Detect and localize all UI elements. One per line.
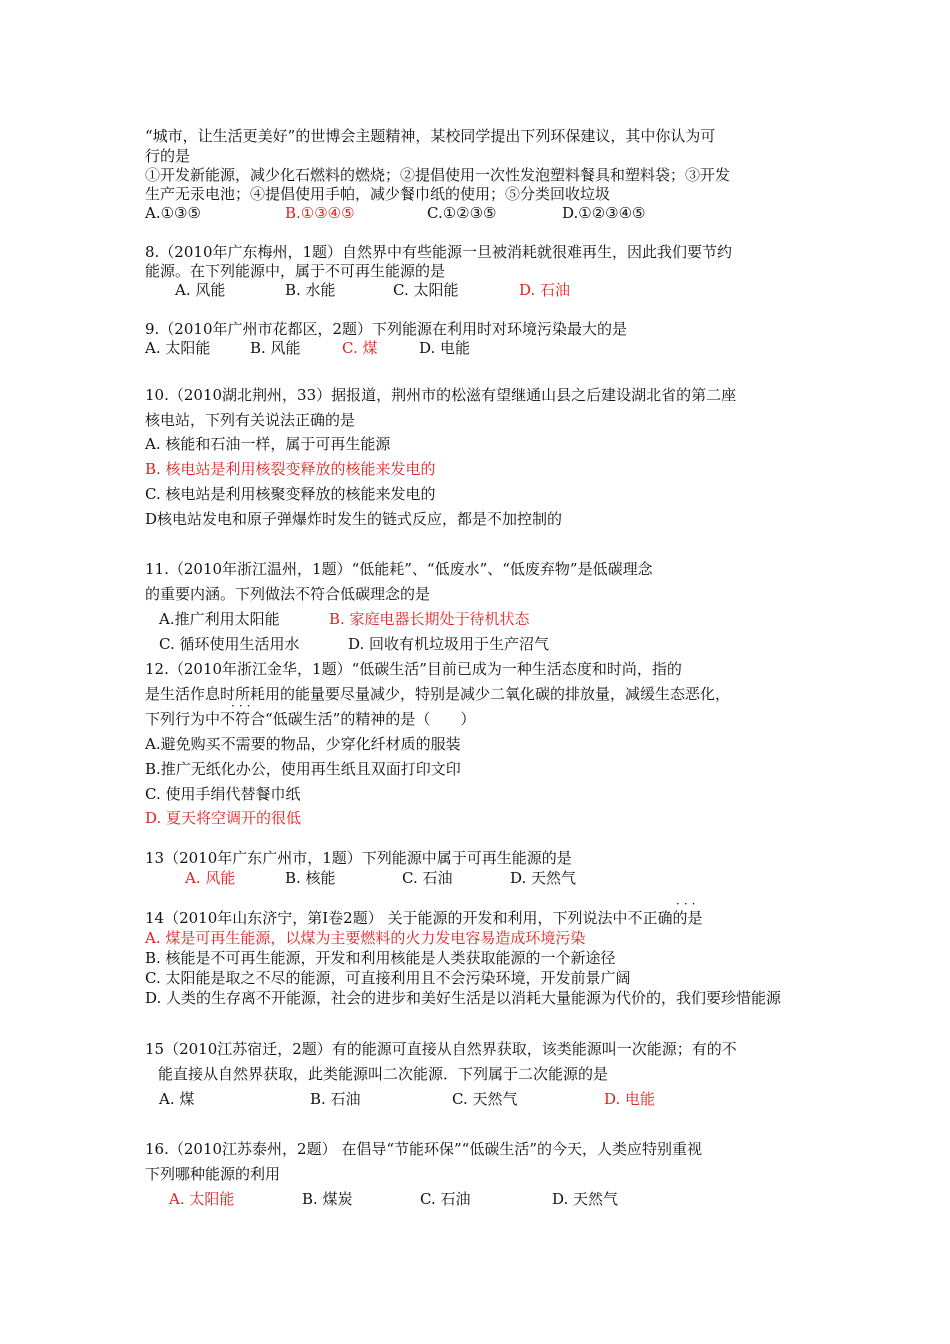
q10-line-2: 核电站，下列有关说法正确的是 [145,411,356,429]
q8-option-d: D. 石油 [519,281,571,299]
q10-option-b: B. 核电站是利用核裂变释放的核能来发电的 [145,460,436,478]
q16-option-b: B. 煤炭 [302,1190,353,1208]
q16-option-a: A. 太阳能 [169,1190,235,1208]
q14-line-1: 14（2010年山东济宁，第Ⅰ卷2题） 关于能源的开发和利用，下列说法中不正确的是 [145,909,703,927]
q10-option-a: A. 核能和石油一样，属于可再生能源 [145,435,391,453]
q11-option-c: C. 循环使用生活用水 [159,635,300,653]
q16-line-2: 下列哪种能源的利用 [145,1165,281,1183]
q10-option-d: D核电站发电和原子弹爆炸时发生的链式反应，都是不加控制的 [145,510,563,528]
q13-option-b: B. 核能 [285,869,336,887]
q12-line-2: 是生活作息时所耗用的能量要尽量减少，特别是减少二氧化碳的排放量，减缓生态恶化， [145,685,731,703]
q8-option-c: C. 太阳能 [393,281,459,299]
q14-option-b: B. 核能是不可再生能源，开发和利用核能是人类获取能源的一个新途径 [145,949,616,967]
q7-line-3: ①开发新能源，减少化石燃料的燃烧；②提倡使用一次性发泡塑料餐具和塑料袋；③开发 [145,166,731,184]
q16-line-1: 16.（2010江苏泰州，2题） 在倡导“节能环保”“低碳生活”的今天，人类应特别重视 [145,1140,703,1158]
q8-line-1: 8.（2010年广东梅州，1题）自然界中有些能源一旦被消耗就很难再生，因此我们要节约 [145,243,733,261]
q9-option-c: C. 煤 [342,339,378,357]
q12-option-a: A.避免购买不需要的物品，少穿化纤材质的服装 [145,735,461,753]
q7-option-b: B.①③④⑤ [285,204,355,222]
q14-option-c: C. 太阳能是取之不尽的能源，可直接利用且不会污染环境，开发前景广阔 [145,969,631,987]
q7-option-a: A.①③⑤ [145,204,201,222]
q12-emphasis-dots: ··· [231,699,255,713]
q9-option-d: D. 电能 [419,339,471,357]
q11-option-a: A.推广利用太阳能 [159,610,280,628]
q16-option-d: D. 天然气 [552,1190,619,1208]
q15-option-d: D. 电能 [604,1090,656,1108]
q11-line-2: 的重要内涵。下列做法不符合低碳理念的是 [145,585,431,603]
q12-option-b: B.推广无纸化办公，使用再生纸且双面打印文印 [145,760,461,778]
q15-option-a: A. 煤 [159,1090,195,1108]
q7-line-1: “城市，让生活更美好”的世博会主题精神，某校同学提出下列环保建议，其中你认为可 [145,127,716,145]
q12-line-1: 12.（2010年浙江金华，1题）“低碳生活”目前已成为一种生活态度和时尚，指的 [145,660,682,678]
q13-option-d: D. 天然气 [510,869,577,887]
q10-line-1: 10.（2010湖北荆州，33）据报道，荆州市的松滋有望继通山县之后建设湖北省的第二座 [145,386,737,404]
q14-option-d: D. 人类的生存离不开能源，社会的进步和美好生活是以消耗大量能源为代价的，我们要珍惜能源 [145,989,782,1007]
q7-option-c: C.①②③⑤ [427,204,497,222]
q13-option-c: C. 石油 [402,869,453,887]
q7-line-4: 生产无汞电池；④提倡使用手帕，减少餐巾纸的使用；⑤分类回收垃圾 [145,185,611,203]
q11-option-d: D. 回收有机垃圾用于生产沼气 [348,635,550,653]
q9-option-b: B. 风能 [250,339,301,357]
q11-line-1: 11.（2010年浙江温州，1题）“低能耗”、“低废水”、“低废弃物”是低碳理念 [145,560,653,578]
q14-emphasis-dots: ··· [676,897,700,911]
q10-option-c: C. 核电站是利用核聚变释放的核能来发电的 [145,485,436,503]
q13-line-1: 13（2010年广东广州市，1题）下列能源中属于可再生能源的是 [145,849,572,867]
q16-option-c: C. 石油 [420,1190,471,1208]
q8-option-a: A. 风能 [175,281,226,299]
q15-option-b: B. 石油 [310,1090,361,1108]
q9-option-a: A. 太阳能 [145,339,211,357]
q7-option-d: D.①②③④⑤ [562,204,646,222]
q13-option-a: A. 风能 [185,869,236,887]
q12-option-c: C. 使用手绢代替餐巾纸 [145,785,301,803]
q15-option-c: C. 天然气 [452,1090,518,1108]
q8-line-2: 能源。在下列能源中，属于不可再生能源的是 [145,262,446,280]
q11-option-b: B. 家庭电器长期处于待机状态 [329,610,530,628]
q7-line-2: 行的是 [145,147,191,165]
q12-line-3: 下列行为中不符合“低碳生活”的精神的是（ ） [145,710,476,728]
q15-line-1: 15（2010江苏宿迁，2题）有的能源可直接从自然界获取，该类能源叫一次能源；有的不 [145,1040,737,1058]
q9-line-1: 9.（2010年广州市花都区，2题）下列能源在利用时对环境污染最大的是 [145,320,628,338]
q15-line-2: 能直接从自然界获取，此类能源叫二次能源．下列属于二次能源的是 [158,1065,609,1083]
q8-option-b: B. 水能 [285,281,336,299]
q12-option-d: D. 夏天将空调开的很低 [145,809,302,827]
q14-option-a: A. 煤是可再生能源，以煤为主要燃料的火力发电容易造成环境污染 [145,929,586,947]
